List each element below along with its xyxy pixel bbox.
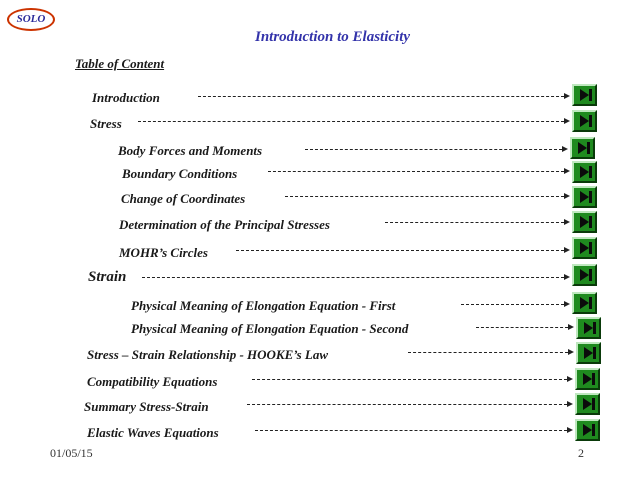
end-bar-icon <box>589 242 592 254</box>
end-bar-icon <box>593 322 596 334</box>
dashed-leader-arrow <box>138 121 564 122</box>
arrowhead-icon <box>562 146 568 152</box>
play-triangle-icon <box>583 398 592 410</box>
end-bar-icon <box>589 297 592 309</box>
play-triangle-icon <box>584 322 593 334</box>
play-end-icon[interactable] <box>576 317 601 339</box>
arrowhead-icon <box>564 274 570 280</box>
play-triangle-icon <box>580 242 589 254</box>
play-triangle-icon <box>580 191 589 203</box>
play-end-icon[interactable] <box>572 292 597 314</box>
toc-heading: Table of Content <box>75 56 165 71</box>
play-triangle-icon <box>580 166 589 178</box>
toc-item-label[interactable]: Elastic Waves Equations <box>87 425 219 440</box>
end-bar-icon <box>589 89 592 101</box>
arrowhead-icon <box>564 193 570 199</box>
play-end-icon[interactable] <box>575 393 600 415</box>
play-triangle-icon <box>580 89 589 101</box>
play-triangle-icon <box>583 424 592 436</box>
play-triangle-icon <box>580 115 589 127</box>
dashed-leader-arrow <box>461 304 564 305</box>
arrowhead-icon <box>568 349 574 355</box>
arrowhead-icon <box>567 376 573 382</box>
arrowhead-icon <box>564 168 570 174</box>
play-end-icon[interactable] <box>572 84 597 106</box>
play-end-icon[interactable] <box>570 137 595 159</box>
play-end-icon[interactable] <box>572 161 597 183</box>
footer-date: 01/05/15 <box>50 446 93 460</box>
dashed-leader-arrow <box>255 430 567 431</box>
end-bar-icon <box>589 191 592 203</box>
play-end-icon[interactable] <box>572 237 597 259</box>
toc-item-label[interactable]: Physical Meaning of Elongation Equation - Second <box>131 321 409 336</box>
dashed-leader-arrow <box>385 222 564 223</box>
end-bar-icon <box>592 373 595 385</box>
arrowhead-icon <box>564 301 570 307</box>
play-triangle-icon <box>580 297 589 309</box>
play-end-icon[interactable] <box>572 264 597 286</box>
toc-item-label[interactable]: Body Forces and Moments <box>118 143 263 158</box>
arrowhead-icon <box>568 324 574 330</box>
play-triangle-icon <box>583 373 592 385</box>
play-triangle-icon <box>578 142 587 154</box>
end-bar-icon <box>589 269 592 281</box>
end-bar-icon <box>592 424 595 436</box>
page-title: Introduction to Elasticity <box>255 29 411 45</box>
play-end-icon[interactable] <box>575 419 600 441</box>
arrowhead-icon <box>567 427 573 433</box>
end-bar-icon <box>587 142 590 154</box>
dashed-leader-arrow <box>142 277 564 278</box>
toc-item-label[interactable]: Determination of the Principal Stresses <box>119 217 330 232</box>
play-end-icon[interactable] <box>572 211 597 233</box>
toc-item-label[interactable]: MOHR’s Circles <box>119 245 208 260</box>
end-bar-icon <box>592 398 595 410</box>
toc-item-label[interactable]: Compatibility Equations <box>87 374 218 389</box>
dashed-leader-arrow <box>247 404 567 405</box>
dashed-leader-arrow <box>252 379 567 380</box>
toc-item-label[interactable]: Boundary Conditions <box>122 166 238 181</box>
dashed-leader-arrow <box>198 96 564 97</box>
dashed-leader-arrow <box>268 171 564 172</box>
end-bar-icon <box>593 347 596 359</box>
page-number: 2 <box>578 446 584 460</box>
play-triangle-icon <box>580 216 589 228</box>
play-end-icon[interactable] <box>572 186 597 208</box>
toc-item-label[interactable]: Summary Stress-Strain <box>84 399 209 414</box>
dashed-leader-arrow <box>305 149 562 150</box>
dashed-leader-arrow <box>476 327 568 328</box>
solo-logo <box>7 8 55 31</box>
dashed-leader-arrow <box>236 250 564 251</box>
arrowhead-icon <box>564 247 570 253</box>
toc-item-label[interactable]: Stress <box>90 116 122 131</box>
end-bar-icon <box>589 166 592 178</box>
toc-item-label[interactable]: Introduction <box>92 90 160 105</box>
end-bar-icon <box>589 216 592 228</box>
toc-item-label[interactable]: Physical Meaning of Elongation Equation - First <box>131 298 396 313</box>
play-end-icon[interactable] <box>576 342 601 364</box>
logo-text: SOLO <box>16 13 46 25</box>
toc-item-label[interactable]: Stress – Strain Relationship - HOOKE’s Law <box>87 347 329 362</box>
arrowhead-icon <box>567 401 573 407</box>
arrowhead-icon <box>564 93 570 99</box>
play-triangle-icon <box>580 269 589 281</box>
play-end-icon[interactable] <box>572 110 597 132</box>
play-triangle-icon <box>584 347 593 359</box>
end-bar-icon <box>589 115 592 127</box>
arrowhead-icon <box>564 118 570 124</box>
arrowhead-icon <box>564 219 570 225</box>
toc-item-label[interactable]: Change of Coordinates <box>121 191 246 206</box>
play-end-icon[interactable] <box>575 368 600 390</box>
dashed-leader-arrow <box>285 196 564 197</box>
toc-item-label[interactable]: Strain <box>88 269 127 285</box>
dashed-leader-arrow <box>408 352 568 353</box>
